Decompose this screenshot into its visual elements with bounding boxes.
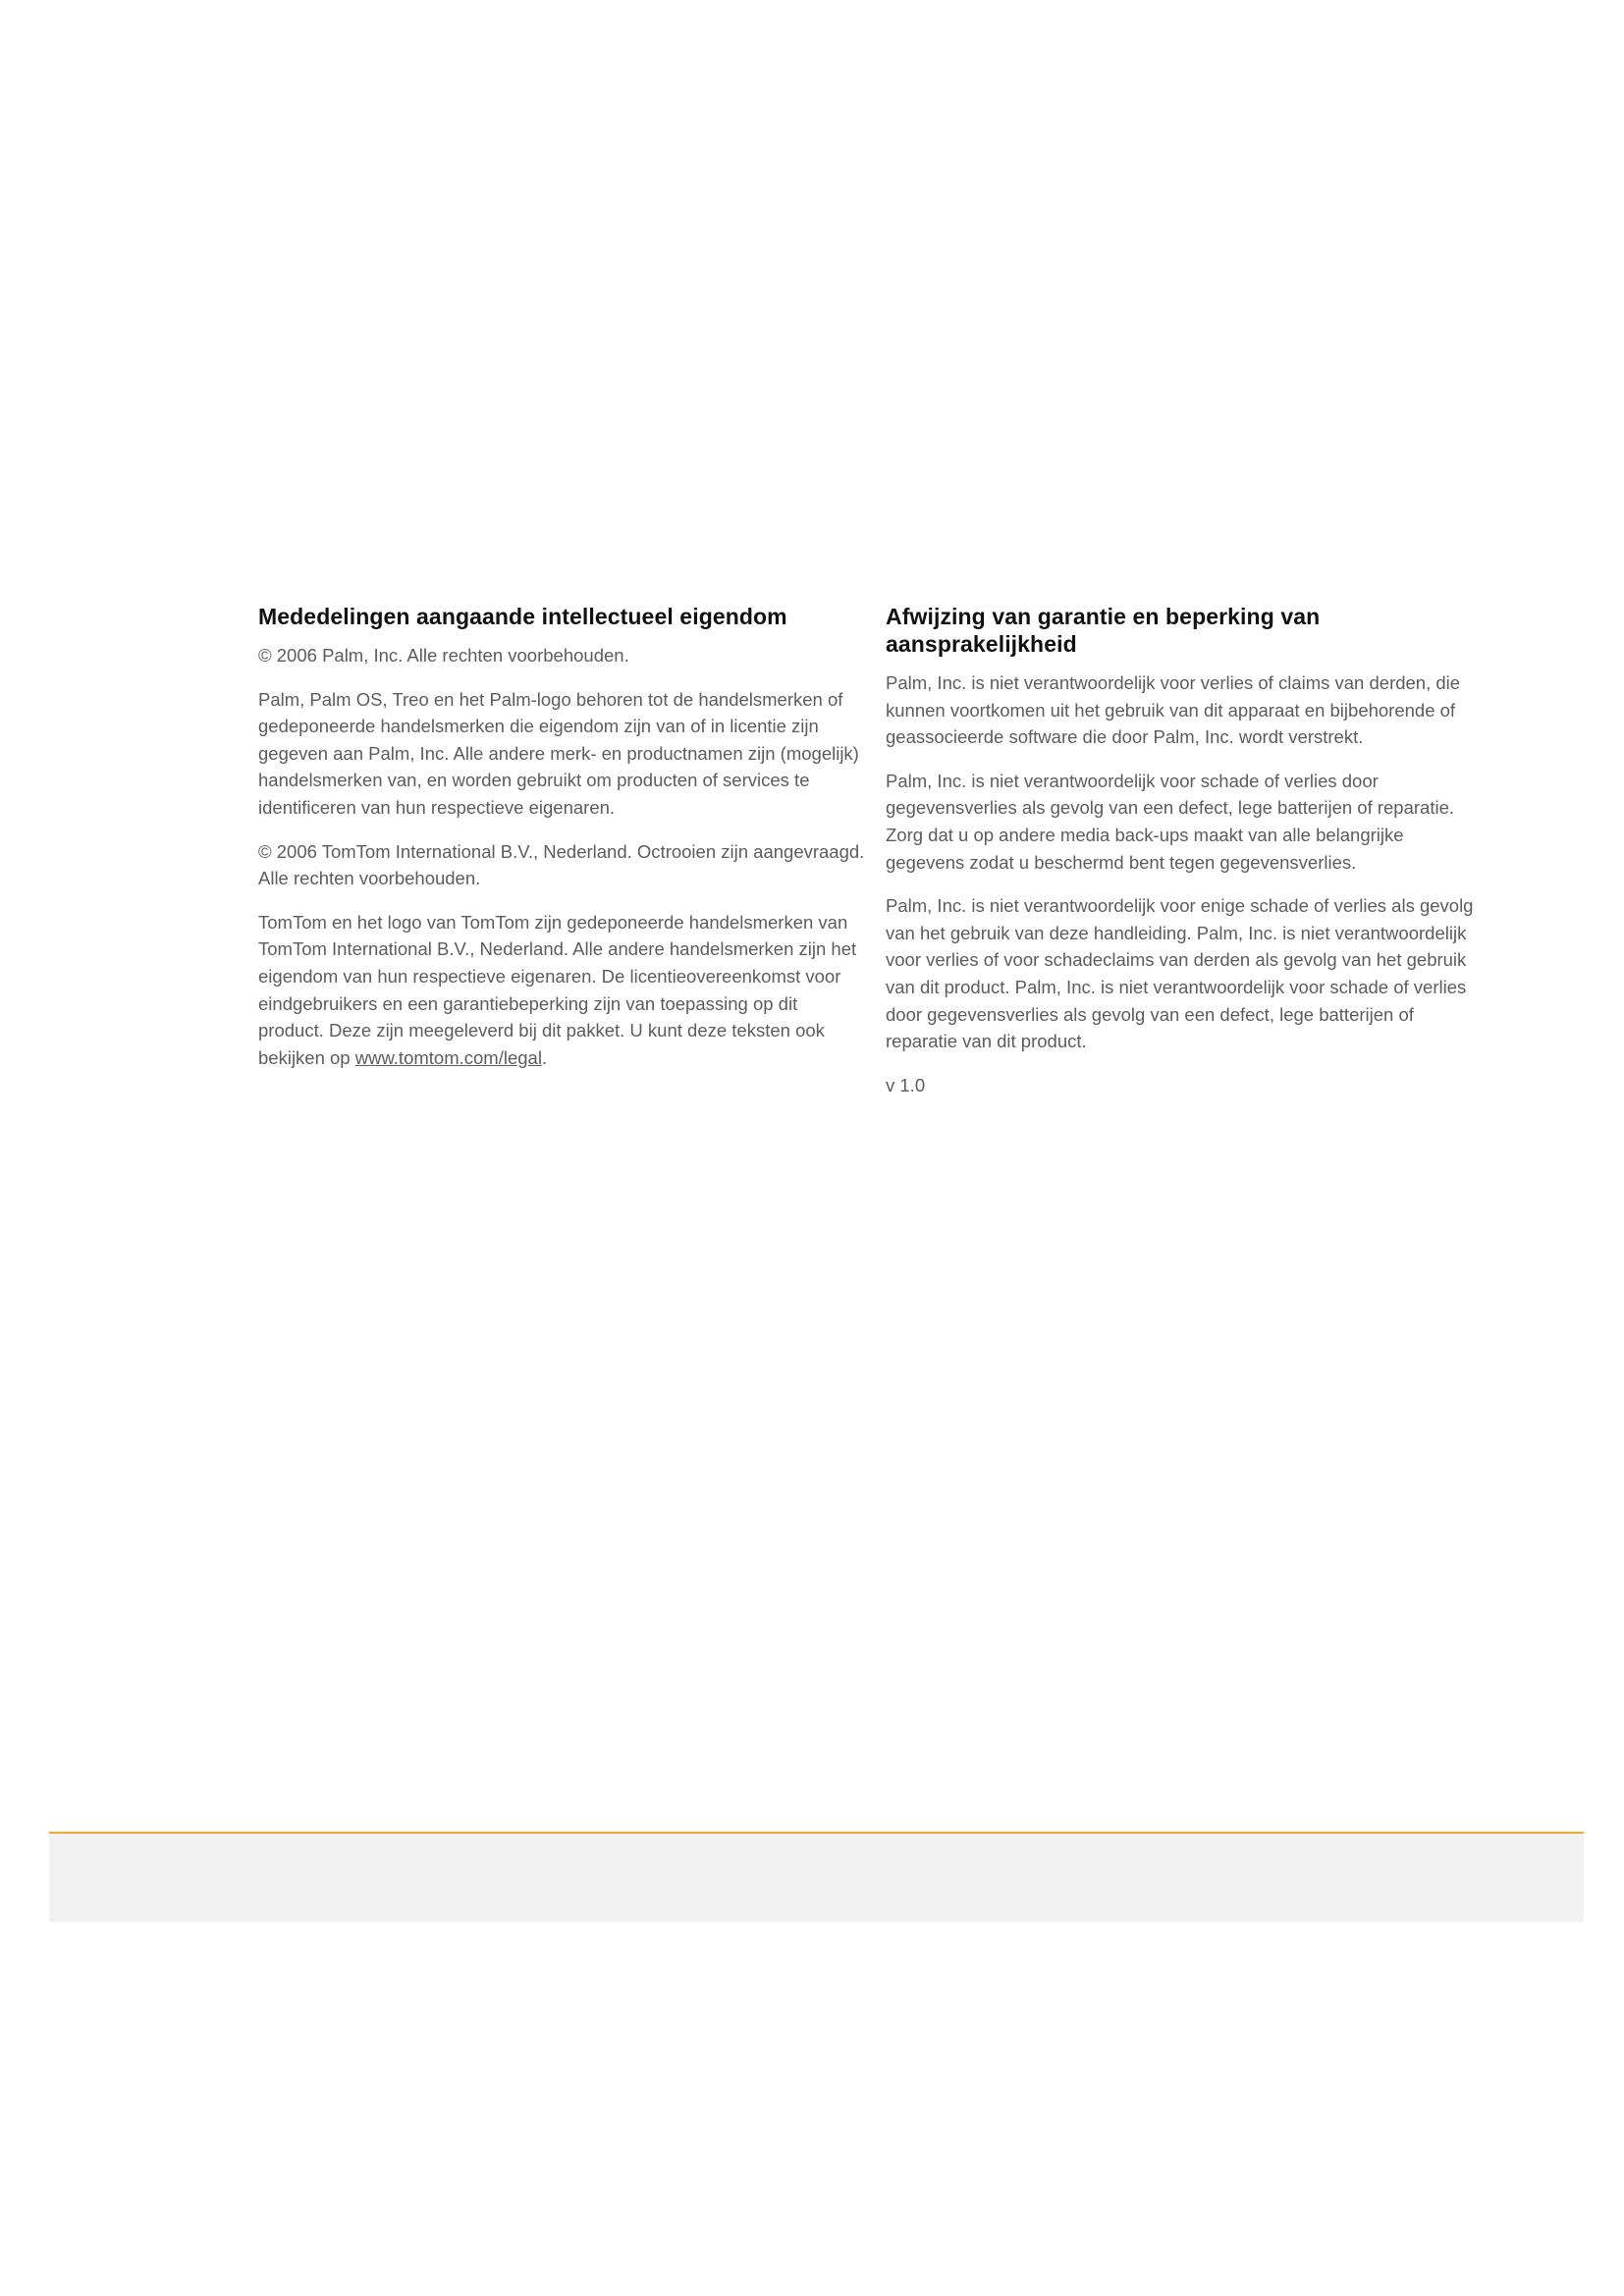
legal-link[interactable]: www.tomtom.com/legal (354, 1046, 542, 1068)
ip-notice-heading: Mededelingen aangaande intellectueel eigendom (258, 604, 787, 629)
disclaimer-manual: Palm, Inc. is niet verantwoordelijk voor enige schade of verlies als gevolg van het gebruik van deze handleiding. Palm, Inc. is niet verantwoordelijk voor verlies of voor schadeclaims van derden als gevolg van het gebruik van dit product. Palm, Inc. is niet verantwoordelijk voor schade of verlies door gegevensverlies als gevolg van een defect, lege batterijen of reparatie van dit product. (886, 895, 1474, 1052)
disclaimer-heading: Afwijzing van garantie en beperking van aansprakelijkheid (886, 604, 1321, 657)
palm-copyright: © 2006 Palm, Inc. Alle rechten voorbehouden. (258, 645, 629, 666)
tomtom-trademarks-text: TomTom en het logo van TomTom zijn gedeponeerde handelsmerken van TomTom International B.V., Nederland. Alle andere handelsmerken zijn het eigendom van hun respectieve eigenaren. De licentieovereenkomst voor eindgebruikers en een garantiebeperking zijn van toepassing op dit product. Deze zijn meegeleverd bij dit pakket. U kunt deze teksten ook bekijken op (258, 911, 857, 1068)
disclaimer-third-party: Palm, Inc. is niet verantwoordelijk voor verlies of claims van derden, die kunnen voortkomen uit het gebruik van dit apparaat en bijbehorende of geassocieerde software die door Palm, Inc. wordt verstrekt. (886, 672, 1461, 748)
tomtom-copyright: © 2006 TomTom International B.V., Nederland. Octrooien zijn aangevraagd. Alle rechten voorbehouden. (258, 840, 865, 889)
disclaimer-section (886, 603, 1475, 1115)
palm-trademarks: Palm, Palm OS, Treo en het Palm-logo behoren tot de handelsmerken of gedeponeerde handelsmerken die eigendom zijn van of in licentie zijn gegeven aan Palm, Inc. Alle andere merk- en productnamen zijn (mogelijk) handelsmerken van, en worden gebruikt om producten of services te identificeren van hun respectieve eigenaren. (258, 688, 859, 818)
footer-band (49, 1834, 1584, 1922)
legal-link-suffix: . (541, 1046, 548, 1068)
ip-notice-section (258, 603, 867, 1088)
disclaimer-data-loss: Palm, Inc. is niet verantwoordelijk voor schade of verlies door gegevensverlies als gevolg van een defect, lege batterijen of reparatie. Zorg dat u op andere media back-ups maakt van alle belangrijke gegevens zodat u beschermd bent tegen gegevensverlies. (886, 770, 1455, 873)
tomtom-trademarks (258, 909, 867, 1072)
version-label: v 1.0 (886, 1074, 926, 1095)
